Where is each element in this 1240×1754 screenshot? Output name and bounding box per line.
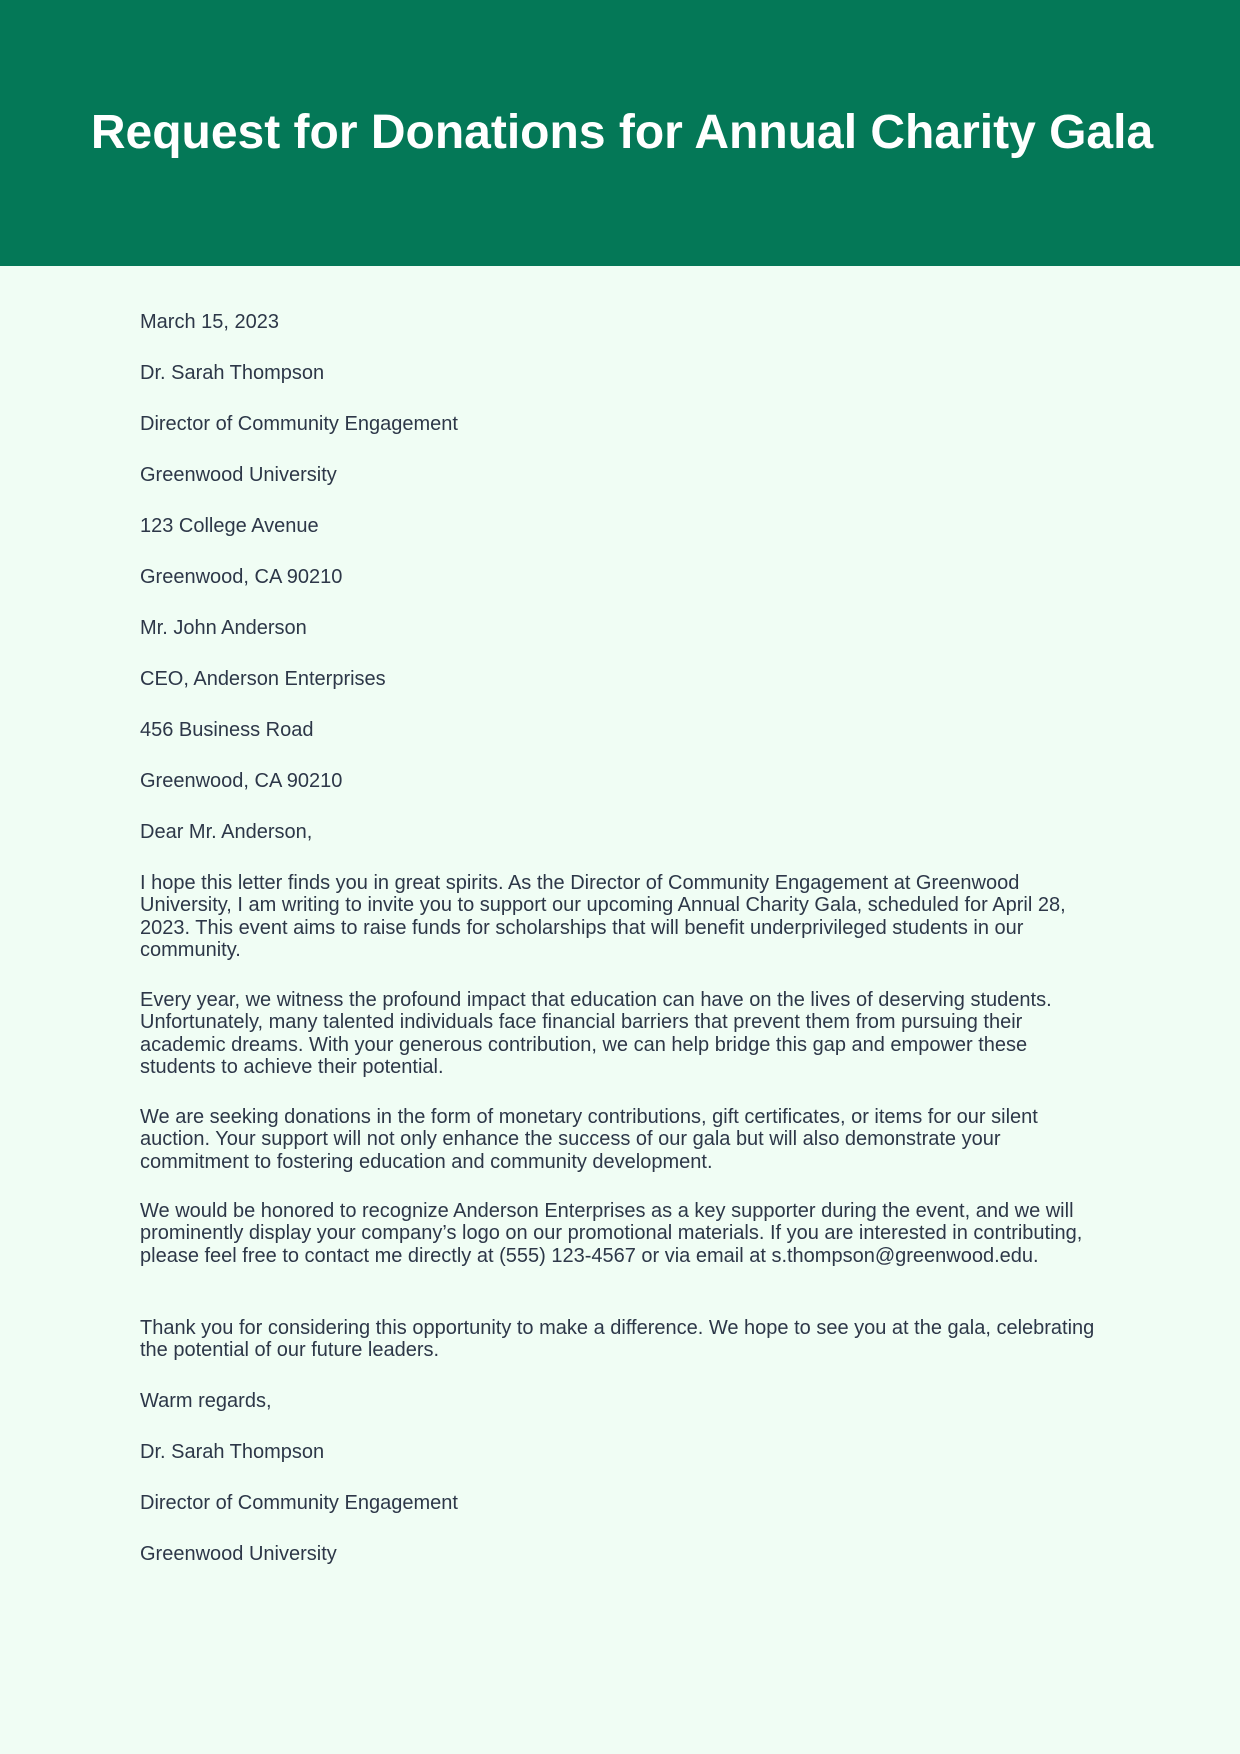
sender-city: Greenwood, CA 90210 [140, 566, 343, 588]
letter-header [0, 0, 1240, 266]
sender-title: Director of Community Engagement [140, 413, 458, 435]
sender-organization: Greenwood University [140, 464, 337, 486]
paragraph-4: We would be honored to recognize Anderson Enterprises as a key supporter during the event, and we will prominently display your company’s logo on our promotional materials. If you are interested in contributing, please feel free to contact me directly at (555) 123-4567 or via email at s.thompson@greenwood.edu. [140, 1200, 1083, 1267]
recipient-street: 456 Business Road [140, 719, 314, 741]
letter-date: March 15, 2023 [140, 311, 279, 333]
page-title: Request for Donations for Annual Charity Gala [90, 105, 1154, 159]
sender-name: Dr. Sarah Thompson [140, 362, 325, 384]
paragraph-5: Thank you for considering this opportunity to make a difference. We hope to see you at the gala, celebrating the potential of our future leaders. [140, 1317, 1095, 1362]
paragraph-2: Every year, we witness the profound impact that education can have on the lives of deserving students. Unfortunately, many talented individuals face financial barriers that prevent them from pursuing their academic dreams. With your generous contribution, we can help bridge this gap and empower these students to achieve their potential. [140, 989, 1052, 1078]
recipient-city: Greenwood, CA 90210 [140, 770, 343, 792]
salutation: Dear Mr. Anderson, [140, 821, 313, 843]
sender-street: 123 College Avenue [140, 515, 319, 537]
signature-name: Dr. Sarah Thompson [140, 1441, 325, 1463]
recipient-name: Mr. John Anderson [140, 617, 307, 639]
recipient-title: CEO, Anderson Enterprises [140, 668, 386, 690]
paragraph-1: I hope this letter finds you in great spirits. As the Director of Community Engagement at Greenwood University, I am writing to invite you to support our upcoming Annual Charity Gala, scheduled for April 28, 2023. This event aims to raise funds for scholarships that will benefit underprivileged students in our community. [140, 872, 1066, 961]
signature-title: Director of Community Engagement [140, 1492, 458, 1514]
signature-organization: Greenwood University [140, 1543, 337, 1565]
closing: Warm regards, [140, 1390, 272, 1412]
paragraph-3: We are seeking donations in the form of monetary contributions, gift certificates, or items for our silent auction. Your support will not only enhance the success of our gala but will also demonstrate your commitment to fostering education and community development. [140, 1106, 1038, 1173]
